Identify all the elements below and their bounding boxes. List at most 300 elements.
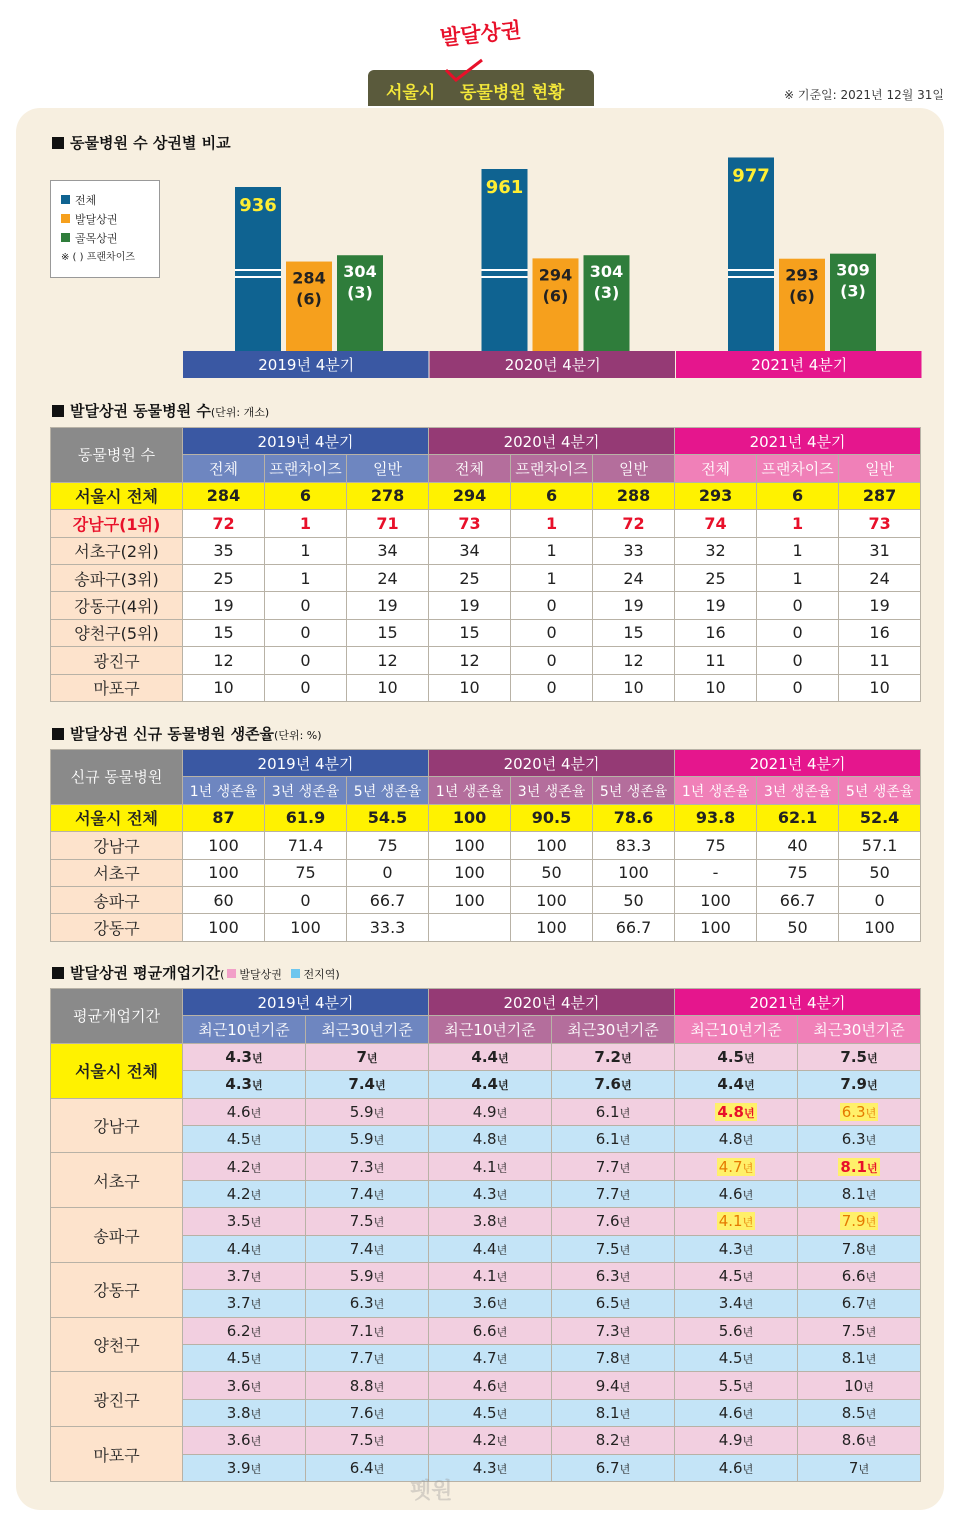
value-cell [183,1454,306,1481]
value-unit: 년 [742,1325,754,1339]
value-cell [183,1208,306,1235]
value-cell: 75 [757,859,839,886]
value-number: 8.2 [595,1431,620,1450]
value-cell [429,914,511,941]
value-unit: 년 [619,1325,631,1339]
value-unit: 년 [373,1462,385,1476]
value-number: 4.6 [718,1184,743,1203]
value-cell [429,1098,552,1125]
table-row-developed [51,1262,921,1289]
quarter-header: 2019년 4분기 [183,750,429,777]
column-header: 5년 생존율 [347,777,429,804]
value-number: 4.3 [718,1239,743,1258]
bar-chart [0,0,960,400]
value-cell [552,1454,675,1481]
value-cell [798,1098,921,1125]
value-number: 7.3 [349,1157,374,1176]
value-cell [183,1098,306,1125]
value-cell: 1 [265,564,347,591]
value-cell [552,1208,675,1235]
value-cell: 12 [429,647,511,674]
title-overlay: 발달상권 [439,17,523,51]
value-cell [675,1180,798,1207]
value-cell: 19 [429,592,511,619]
value-cell [552,1153,675,1180]
value-unit: 년 [742,1435,754,1449]
value-cell [798,1208,921,1235]
value-cell: 284 [183,482,265,509]
value-cell [429,1071,552,1098]
quarter-header: 2020년 4분기 [429,428,675,455]
value-unit: 년 [373,1298,385,1312]
value-number: 6.3 [841,1130,866,1149]
table-header-row [51,428,921,455]
value-cell [675,1372,798,1399]
value-cell: 73 [839,510,921,537]
table-row [51,482,921,509]
quarter-header: 2020년 4분기 [429,989,675,1016]
value-unit: 년 [496,1408,508,1422]
value-cell [306,1235,429,1262]
column-header: 프랜차이즈 [511,455,593,482]
table-header-row [51,750,921,777]
value-cell [429,1125,552,1152]
value-cell [429,1317,552,1344]
value-number: 7.4 [348,1075,375,1094]
value-number: 4.4 [471,1047,498,1066]
table-row-developed [51,1372,921,1399]
value-number: 8.5 [841,1404,866,1423]
value-number: 4.7 [718,1157,743,1176]
value-cell: 73 [429,510,511,537]
value-cell: - [675,859,757,886]
table-row [51,674,921,701]
value-cell: 1 [757,537,839,564]
value-cell [183,1427,306,1454]
row-label: 서울시 전체 [51,482,183,509]
value-cell: 100 [265,914,347,941]
value-cell [429,1180,552,1207]
value-cell: 52.4 [839,804,921,831]
value-cell: 78.6 [593,804,675,831]
value-cell: 0 [265,592,347,619]
value-cell: 0 [511,592,593,619]
category-label: 2021년 4분기 [751,356,848,374]
value-unit: 년 [619,1216,631,1230]
column-header: 일반 [593,455,675,482]
value-number: 7.6 [595,1212,620,1231]
value-cell [798,1317,921,1344]
value-cell: 66.7 [593,914,675,941]
value-unit: 년 [865,1353,877,1367]
row-label: 서초구 [51,859,183,886]
value-unit: 년 [496,1243,508,1257]
value-cell: 57.1 [839,832,921,859]
value-cell [429,1427,552,1454]
value-label: 936 [239,195,277,216]
table-row [51,647,921,674]
category-label: 2019년 4분기 [258,356,355,374]
value-cell [306,1399,429,1426]
value-cell: 1 [265,537,347,564]
value-cell [306,1180,429,1207]
column-header: 최근10년기준 [429,1016,552,1043]
row-label: 광진구 [51,1372,183,1427]
value-cell: 93.8 [675,804,757,831]
value-cell: 0 [757,619,839,646]
value-unit: 년 [373,1188,385,1202]
value-cell [798,1345,921,1372]
value-cell: 100 [511,832,593,859]
row-label: 서초구 [51,1153,183,1208]
legend-note: ※ ( ) 프랜차이즈 [61,252,136,263]
value-unit: 년 [496,1161,508,1175]
value-number: 3.6 [472,1294,497,1313]
survival-rate-table [50,749,921,942]
value-cell: 16 [675,619,757,646]
value-cell [552,1098,675,1125]
value-cell [306,1208,429,1235]
row-label: 강동구(4위) [51,592,183,619]
value-number: 4.8 [472,1130,497,1149]
value-cell: 34 [347,537,429,564]
value-cell: 24 [839,564,921,591]
value-unit: 년 [619,1134,631,1148]
value-cell [675,1125,798,1152]
value-cell: 19 [593,592,675,619]
value-unit: 년 [496,1298,508,1312]
value-cell [675,1235,798,1262]
value-cell: 287 [839,482,921,509]
value-unit: 년 [865,1298,877,1312]
value-cell: 6 [265,482,347,509]
value-cell: 0 [347,859,429,886]
title-main: 동물병원 현황 [460,83,565,103]
table-corner: 평균개업기간 [51,989,183,1044]
value-cell: 10 [183,674,265,701]
value-cell [429,1290,552,1317]
value-cell: 24 [593,564,675,591]
value-cell: 278 [347,482,429,509]
value-number: 4.1 [472,1267,497,1286]
value-cell [675,1153,798,1180]
value-unit: 년 [373,1106,385,1120]
value-unit: 년 [742,1353,754,1367]
value-cell: 35 [183,537,265,564]
row-label: 송파구 [51,1208,183,1263]
value-cell [429,1208,552,1235]
value-unit: 년 [865,1408,877,1422]
value-number: 8.8 [349,1376,374,1395]
value-cell: 50 [839,859,921,886]
value-number: 7.1 [349,1321,374,1340]
value-unit: 년 [865,1106,877,1120]
column-header: 최근10년기준 [675,1016,798,1043]
value-cell [798,1372,921,1399]
value-number: 7.2 [594,1047,621,1066]
value-cell: 0 [265,619,347,646]
value-cell: 1 [265,510,347,537]
value-cell [675,1454,798,1481]
value-unit: 년 [866,1161,878,1175]
value-cell: 50 [511,859,593,886]
hospital-count-table [50,427,921,702]
table-row [51,592,921,619]
row-label: 양천구 [51,1317,183,1372]
value-cell: 40 [757,832,839,859]
value-unit: 년 [619,1408,631,1422]
value-cell: 75 [265,859,347,886]
value-number: 7.9 [841,1212,866,1231]
value-number: 6.7 [595,1458,620,1477]
table-row [51,832,921,859]
value-label: 304 [589,262,624,282]
table-row [51,537,921,564]
value-unit: 년 [742,1243,754,1257]
quarter-header: 2021년 4분기 [675,989,921,1016]
value-cell: 12 [347,647,429,674]
value-number: 4.7 [472,1349,497,1368]
value-unit: 년 [250,1216,262,1230]
value-cell: 10 [347,674,429,701]
value-cell [306,1372,429,1399]
value-number: 7.5 [840,1047,867,1066]
value-number: 4.2 [226,1184,251,1203]
category-label: 2020년 4분기 [504,356,601,374]
table-row-developed [51,1043,921,1070]
value-cell: 10 [593,674,675,701]
value-cell: 54.5 [347,804,429,831]
value-cell: 6 [757,482,839,509]
column-header: 3년 생존율 [265,777,347,804]
value-cell: 0 [265,886,347,913]
value-cell [552,1317,675,1344]
value-cell [306,1427,429,1454]
value-cell: 19 [347,592,429,619]
value-cell: 1 [511,510,593,537]
value-number: 4.6 [718,1404,743,1423]
value-cell [798,1043,921,1070]
value-unit: 년 [250,1161,262,1175]
value-label: 284 [292,268,326,288]
value-unit: 년 [742,1408,754,1422]
value-cell: 25 [675,564,757,591]
value-cell: 100 [429,804,511,831]
value-cell [429,1345,552,1372]
value-cell: 72 [183,510,265,537]
value-unit: 년 [619,1380,631,1394]
column-header: 1년 생존율 [675,777,757,804]
value-cell: 19 [675,592,757,619]
value-cell: 0 [839,886,921,913]
value-cell: 66.7 [347,886,429,913]
section-title-count: 발달상권 동물병원 수(단위: 개소) [52,400,269,421]
value-unit: 년 [496,1134,508,1148]
value-cell [183,1180,306,1207]
value-cell [675,1098,798,1125]
value-unit: 년 [619,1462,631,1476]
value-cell [183,1372,306,1399]
value-unit: 년 [496,1271,508,1285]
value-number: 4.4 [717,1075,744,1094]
value-number: 4.4 [472,1239,497,1258]
value-number: 6.3 [349,1294,374,1313]
legend-item-total: 전체 [61,191,149,210]
value-cell [183,1043,306,1070]
value-cell: 100 [183,832,265,859]
legend-item-developed: 발달상권 [61,210,149,229]
value-number: 4.8 [717,1102,744,1121]
value-cell: 0 [511,647,593,674]
value-cell: 100 [183,914,265,941]
value-cell: 11 [839,647,921,674]
value-number: 10 [844,1376,864,1395]
value-unit: 년 [619,1106,631,1120]
column-header: 최근30년기준 [552,1016,675,1043]
value-number: 4.1 [718,1212,743,1231]
value-number: 8.1 [840,1157,867,1176]
value-unit: 년 [866,1051,878,1065]
value-unit: 년 [619,1435,631,1449]
row-label: 마포구 [51,1427,183,1482]
table-row [51,619,921,646]
value-cell: 0 [757,647,839,674]
value-unit: 년 [496,1216,508,1230]
value-unit: 년 [742,1134,754,1148]
value-unit: 년 [619,1243,631,1257]
value-cell: 10 [675,674,757,701]
value-number: 4.5 [718,1349,743,1368]
value-unit: 년 [250,1106,262,1120]
value-unit: 년 [250,1353,262,1367]
value-number: 7.6 [349,1404,374,1423]
value-unit: 년 [742,1298,754,1312]
value-unit: 년 [742,1161,754,1175]
value-unit: 년 [619,1298,631,1312]
value-cell [429,1153,552,1180]
value-number: 6.2 [226,1321,251,1340]
row-label: 송파구 [51,886,183,913]
value-unit: 년 [373,1216,385,1230]
value-cell [798,1399,921,1426]
value-number: 3.4 [718,1294,743,1313]
value-label: 304 [343,262,377,282]
row-label: 광진구 [51,647,183,674]
value-cell: 19 [183,592,265,619]
value-number: 8.1 [841,1349,866,1368]
value-cell [552,1180,675,1207]
value-cell: 1 [757,510,839,537]
table-row [51,510,921,537]
table-row-developed [51,1208,921,1235]
value-unit: 년 [743,1051,755,1065]
value-cell: 1 [511,564,593,591]
value-unit: 년 [496,1462,508,1476]
value-number: 7.6 [594,1075,621,1094]
value-unit: 년 [373,1161,385,1175]
value-unit: 년 [250,1188,262,1202]
value-cell: 75 [675,832,757,859]
table-row [51,859,921,886]
value-unit: 년 [619,1353,631,1367]
row-label: 강남구 [51,832,183,859]
value-label: 309 [836,260,870,280]
value-cell: 294 [429,482,511,509]
value-cell [798,1125,921,1152]
value-cell [552,1399,675,1426]
table-row [51,914,921,941]
value-cell: 24 [347,564,429,591]
value-cell: 25 [429,564,511,591]
value-cell: 74 [675,510,757,537]
value-cell: 32 [675,537,757,564]
value-cell [306,1290,429,1317]
table-row-developed [51,1317,921,1344]
value-cell [798,1071,921,1098]
value-unit: 년 [619,1161,631,1175]
value-cell: 0 [265,674,347,701]
value-cell: 100 [839,914,921,941]
value-label: 294 [538,265,573,285]
column-header: 최근30년기준 [798,1016,921,1043]
value-number: 4.5 [717,1047,744,1066]
value-cell [429,1043,552,1070]
value-number: 6.4 [349,1458,374,1477]
value-number: 4.1 [472,1157,497,1176]
value-cell [183,1125,306,1152]
quarter-header: 2019년 4분기 [183,989,429,1016]
column-header: 전체 [183,455,265,482]
value-cell: 66.7 [757,886,839,913]
value-cell: 0 [757,592,839,619]
value-number: 4.9 [718,1431,743,1450]
value-unit: 년 [497,1079,509,1093]
value-cell [552,1290,675,1317]
value-number: 5.5 [718,1376,743,1395]
value-cell: 12 [183,647,265,674]
value-unit: 년 [865,1216,877,1230]
value-number: 4.4 [226,1239,251,1258]
value-number: 4.4 [471,1075,498,1094]
value-cell: 288 [593,482,675,509]
value-cell: 0 [265,647,347,674]
value-unit: 년 [858,1462,870,1476]
value-unit: 년 [250,1134,262,1148]
value-unit: 년 [250,1271,262,1285]
value-cell: 50 [593,886,675,913]
value-unit: 년 [496,1435,508,1449]
value-cell [306,1317,429,1344]
value-cell: 60 [183,886,265,913]
value-unit: 년 [373,1380,385,1394]
column-header: 3년 생존율 [757,777,839,804]
quarter-header: 2020년 4분기 [429,750,675,777]
value-unit: 년 [250,1380,262,1394]
value-label: 961 [485,177,524,198]
column-header: 프랜차이즈 [757,455,839,482]
value-cell [429,1399,552,1426]
value-number: 7.7 [349,1349,374,1368]
value-cell: 1 [511,537,593,564]
value-cell [675,1262,798,1289]
value-number: 6.5 [595,1294,620,1313]
value-cell: 25 [183,564,265,591]
franchise-label: (3) [840,281,866,301]
value-cell [183,1290,306,1317]
column-header: 일반 [347,455,429,482]
value-unit: 년 [496,1325,508,1339]
value-unit: 년 [620,1051,632,1065]
